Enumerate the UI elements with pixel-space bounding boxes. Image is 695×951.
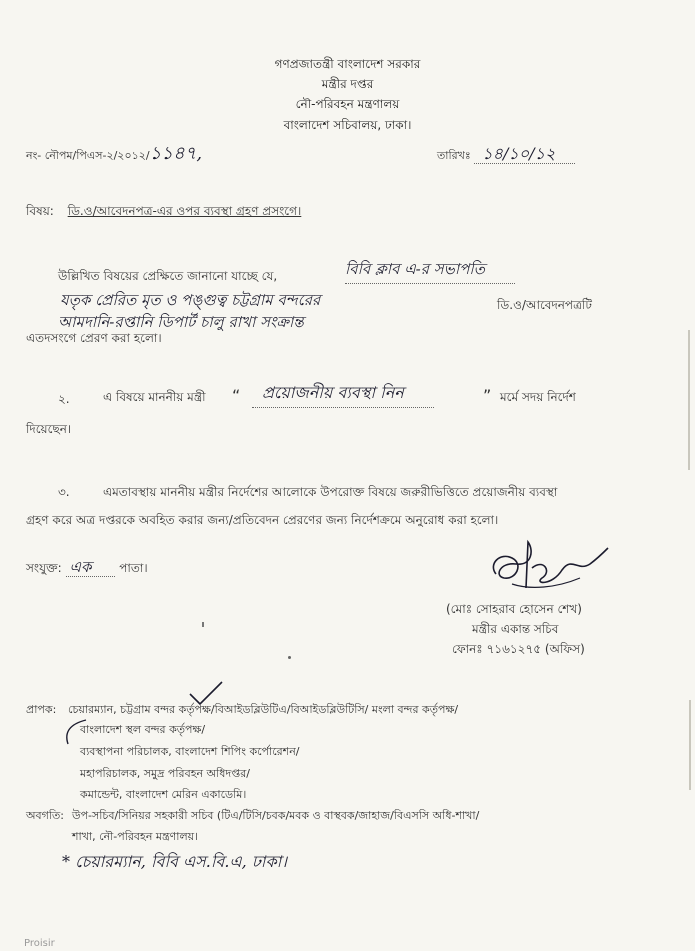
- signatory-title: মন্ত্রীর একান্ত সচিব: [472, 622, 559, 636]
- attachment-label: সংযুক্ত:: [26, 561, 62, 575]
- date-value: ১৪/১০/১২: [474, 144, 575, 164]
- signatory-phone: ফোনঃ ৭১৬১২৭৫ (অফিস): [452, 642, 585, 656]
- attachment-count: এক: [66, 558, 116, 577]
- tick-mark: [60, 718, 90, 748]
- header-government: গণপ্রজাতন্ত্রী বাংলাদেশ সরকার: [274, 57, 421, 71]
- reference-number: ১১৪৭,: [149, 143, 203, 164]
- signature-image: [482, 528, 612, 598]
- scan-edge-mark: [688, 330, 690, 470]
- para2-line2: দিয়েছেন।: [26, 422, 72, 436]
- subject-line: [26, 203, 301, 223]
- recipients-line5: কমান্ডেন্ট, বাংলাদেশ মেরিন একাডেমি।: [80, 788, 247, 801]
- subject-label: বিষয়:: [26, 204, 54, 218]
- para2-after: মর্মে সদয় নির্দেশ: [500, 390, 576, 404]
- cc-line2: শাখা, নৌ-পরিবহন মন্ত্রণালয়।: [72, 830, 199, 843]
- attachment-line: [26, 556, 148, 581]
- recipients-line3: ব্যবস্থাপনা পরিচালক, বাংলাদেশ শিপিং কর্পোরেশন/: [80, 745, 300, 758]
- tick-mark: [186, 680, 226, 710]
- para2-open-quote: “: [232, 386, 241, 405]
- subject-text: ডি.ও/আবেদনপত্র-এর ওপর ব্যবস্থা গ্রহণ প্রসংগে।: [67, 204, 302, 218]
- recipients-line2: বাংলাদেশ স্থল বন্দর কর্তৃপক্ষ/: [80, 723, 206, 736]
- recipients-label: প্রাপক:: [26, 703, 57, 716]
- do-label: ডি.ও/আবেদনপত্রটি: [497, 298, 592, 312]
- header-secretariat: বাংলাদেশ সচিবালয়, ঢাকা।: [283, 118, 412, 132]
- scan-speck: [202, 622, 204, 627]
- reference-line: [26, 139, 202, 170]
- cc-label: অবগতি:: [26, 809, 64, 822]
- recipients-line1: চেয়ারম্যান, চট্টগ্রাম বন্দর কর্তৃপক্ষ/বিআইডব্লিউটিএ/বিআইডব্লিউটিসি/ মংলা বন্দর কর্তৃপক্ষ/: [68, 703, 459, 716]
- para1-handwritten-3: আমদানি-রপ্তানি ডিপার্ট চালু রাখা সংক্রান্ত: [58, 313, 304, 331]
- footer-mark: Proisir: [24, 938, 55, 949]
- para1-intro: উল্লিখিত বিষয়ের প্রেক্ষিতে জানানো যাচ্ছে যে,: [58, 269, 278, 283]
- signatory-name: (মোঃ সোহরাব হোসেন শেখ): [446, 602, 582, 616]
- scan-speck: [288, 656, 291, 659]
- attachment-suffix: পাতা।: [119, 561, 148, 575]
- date-line: [437, 141, 575, 168]
- cc-line1: উপ-সচিব/সিনিয়র সহকারী সচিব (টিএ/টিসি/চবক/মবক ও বাস্থবক/জাহাজ/বিএসসি অধি-শাখা/: [72, 809, 480, 822]
- date-label: তারিখঃ: [437, 149, 471, 162]
- recipients-line4: মহাপরিচালক, সমুদ্র পরিবহন অধিদপ্তর/: [80, 767, 250, 780]
- para2-number: ২.: [58, 392, 70, 406]
- scan-edge-mark: [689, 700, 691, 790]
- para2-text: এ বিষয়ে মাননীয় মন্ত্রী: [103, 390, 206, 404]
- para2-close-quote: ”: [483, 386, 492, 405]
- header-office: মন্ত্রীর দপ্তর: [321, 77, 374, 91]
- para3-number: ৩.: [58, 485, 70, 499]
- reference-prefix: নং- নৌপম/পিএস-২/২০১২/: [26, 149, 150, 162]
- para1-closing: এতদসংগে প্রেরণ করা হলো।: [26, 331, 162, 345]
- bottom-handwritten-note: * চেয়ারম্যান, বিবি এস.বি.এ, ঢাকা।: [62, 852, 288, 871]
- para3-line2: গ্রহণ করে অত্র দপ্তরকে অবহিত করার জন্য/প্রতিবেদন প্রেরণের জন্য নির্দেশক্রমে অনুরোধ করা হলো।: [26, 513, 499, 527]
- para1-handwritten-2: যতৃক প্রেরিত মৃত ও পঙ্গুত্ব চট্টগ্রাম বন্দরের: [60, 291, 321, 309]
- para2-handwritten: প্রয়োজনীয় ব্যবস্থা নিন: [252, 380, 434, 408]
- para3-line1: এমতাবস্থায় মাননীয় মন্ত্রীর নির্দেশের আলোকে উপরোক্ত বিষয়ে জরুরীভিত্তিতে প্রয়োজনীয় ব্যবস্থা: [103, 485, 558, 499]
- header-ministry: নৌ-পরিবহন মন্ত্রণালয়: [295, 97, 400, 111]
- para1-handwritten-1: বিবি ক্লাব এ-র সভাপতি: [345, 258, 515, 284]
